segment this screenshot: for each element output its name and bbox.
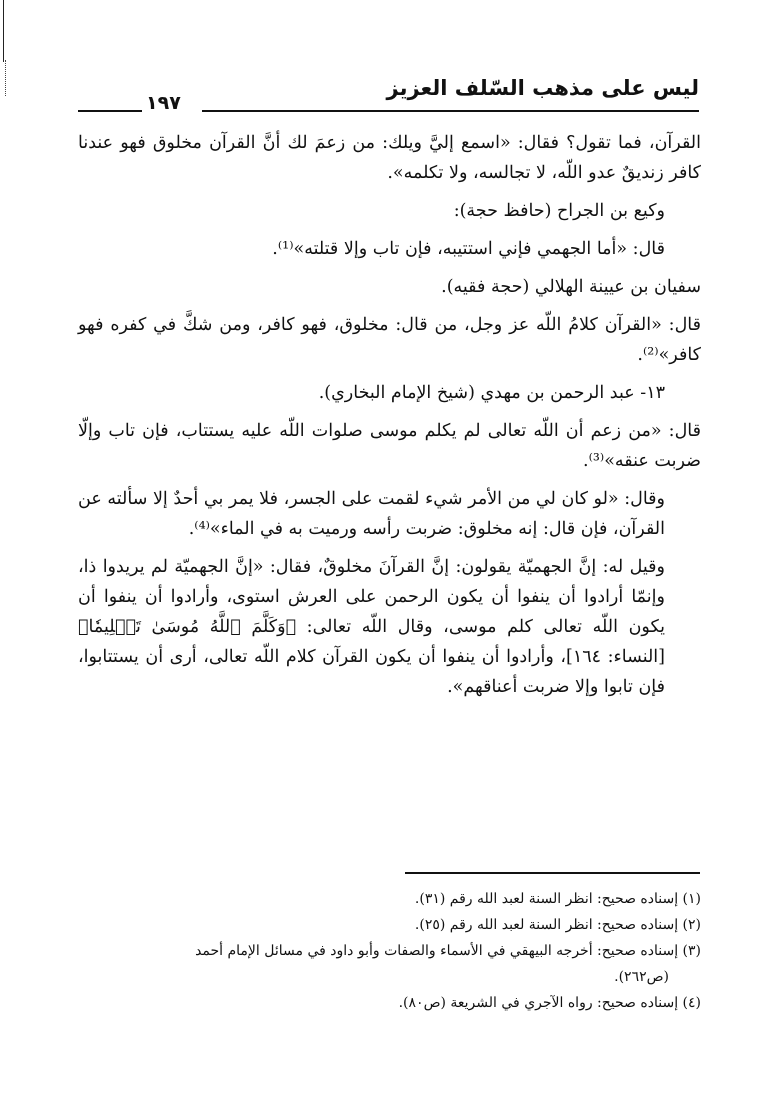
page-edge-marks	[5, 60, 8, 96]
quote-ibn-mahdi-2: وقال: «لو كان لي من الأمر شيء لقمت على الجسر، فلا يمر بي أحدٌ إلا سألته عن القرآن، فإن قال: إنه مخلوق: ضربت رأسه ورميت به في الماء»⁽⁴⁾.	[78, 489, 665, 539]
footnote-2: (٢) إسناده صحيح: انظر السنة لعبد الله رقم (٢٥).	[414, 917, 701, 933]
quote-sufyan: قال: «القرآن كلامُ اللّه عز وجل، من قال: مخلوق، فهو كافر، ومن شكَّ في كفره فهو كافر»⁽²⁾.	[78, 315, 701, 365]
narrator-heading-ibn-mahdi: ١٣- عبد الرحمن بن مهدي (شيخ الإمام البخاري).	[318, 383, 665, 403]
narrator-heading-waki: وكيع بن الجراح (حافظ حجة):	[453, 201, 665, 221]
header-rule-right	[202, 110, 699, 112]
header-rule-left	[78, 110, 142, 112]
narrator-heading-sufyan: سفيان بن عيينة الهلالي (حجة فقيه).	[441, 277, 701, 297]
footnote-3-continuation: (ص٢٦٢).	[614, 969, 669, 985]
footnotes	[78, 886, 701, 1016]
quote-waki: قال: «أما الجهمي فإني استتيبه، فإن تاب وإلا قتلته»⁽¹⁾.	[272, 239, 665, 259]
footnote-separator	[405, 872, 700, 874]
running-head: ليس على مذهب السّلف العزيز	[386, 76, 699, 100]
paragraph-continuation: القرآن، فما تقول؟ فقال: «اسمع إليَّ ويلك: من زعمَ لك أنَّ القرآن مخلوق فهو عندنا كافر زنديقٌ عدو اللّه، لا تجالسه، ولا تكلمه».	[78, 133, 701, 183]
page-number: ١٩٧	[146, 92, 181, 114]
footnote-1: (١) إسناده صحيح: انظر السنة لعبد الله رقم (٣١).	[414, 891, 701, 907]
quote-ibn-mahdi-3: وقيل له: إنَّ الجهميّة يقولون: إنَّ القرآنَ مخلوقٌ، فقال: «إنَّ الجهميّة لم يريدوا ذا، وإنمّا أرادوا أن ينفوا أن يكون الرحمن على العرش استوى، وأرادوا أن ينفوا أن يكون اللّه تعالى كلم موسى، وقال اللّه تعالى: ﴿وَكَلَّمَ ٱللَّهُ مُوسَىٰ تَكۡلِيمٗا﴾ [النساء: ١٦٤]، وأرادوا أن ينفوا أن يكون القرآن كلام اللّه تعالى، أرى أن يستتابوا، فإن تابوا وإلا ضربت أعناقهم».	[78, 557, 665, 697]
page-edge-rule	[3, 0, 4, 62]
footnote-3: (٣) إسناده صحيح: أخرجه البيهقي في الأسماء والصفات وأبو داود في مسائل الإمام أحمد	[195, 943, 701, 959]
footnote-4: (٤) إسناده صحيح: رواه الآجري في الشريعة (ص٨٠).	[398, 995, 701, 1011]
page-header	[78, 76, 699, 116]
quote-ibn-mahdi-1: قال: «من زعم أن اللّه تعالى لم يكلم موسى صلوات اللّه عليه يستتاب، فإن تاب وإلّا ضربت عنقه»⁽³⁾.	[78, 421, 701, 471]
body-text	[78, 128, 701, 710]
